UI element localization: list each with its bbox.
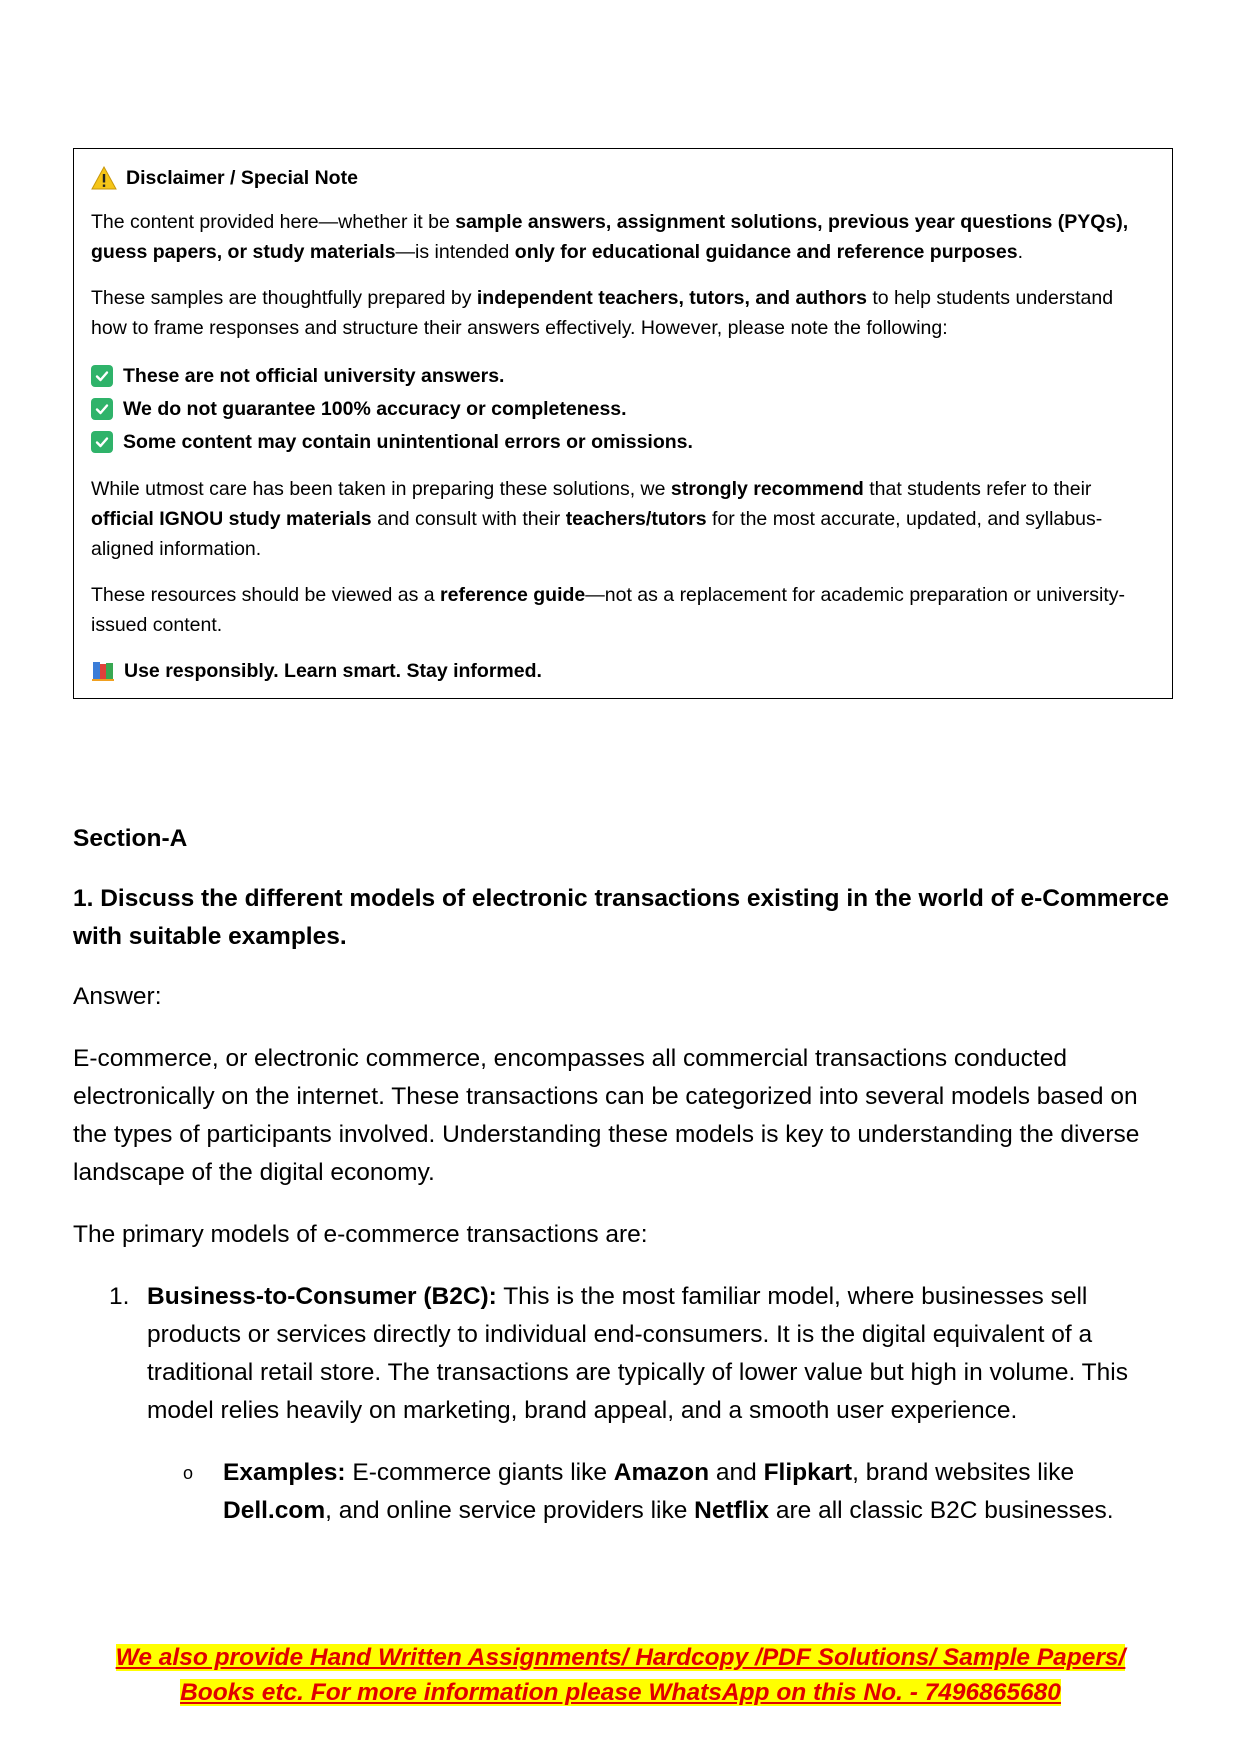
section-heading: Section-A — [73, 825, 188, 852]
books-icon — [91, 660, 115, 682]
checklist-text: These are not official university answers. — [123, 364, 505, 387]
text-run: to help students understand how to frame responses and structure their answers effectively. However, please note the following: — [91, 287, 1114, 339]
disclaimer-footer — [91, 656, 1154, 686]
disclaimer-title: Disclaimer / Special Note — [126, 167, 358, 189]
bold-run: Examples: — [223, 1459, 346, 1486]
checklist-item — [91, 359, 1154, 392]
list-number-text: 1. — [109, 1283, 130, 1310]
text-run: E-commerce giants like — [345, 1459, 614, 1486]
checklist-item — [91, 425, 1154, 458]
disclaimer-paragraph-4 — [91, 580, 1154, 640]
question-heading: 1. Discuss the different models of electronic transactions existing in the world of e-Commerce with suitable examples. — [73, 885, 1169, 950]
text-run: and consult with their — [371, 508, 566, 530]
disclaimer-heading — [91, 163, 1154, 193]
examples-bullet — [73, 1454, 1173, 1530]
disclaimer-box — [73, 148, 1173, 699]
promo-line-2: Books etc. For more information please WhatsApp on this No. - 7496865680 — [180, 1679, 1061, 1706]
bold-run: Flipkart — [763, 1459, 853, 1486]
list-item-title: Business-to-Consumer (B2C): — [147, 1283, 497, 1310]
checklist-text: Some content may contain unintentional errors or omissions. — [123, 430, 693, 453]
text-run: and — [709, 1459, 764, 1486]
check-mark-icon — [91, 431, 113, 453]
list-item-text — [147, 1278, 1173, 1430]
check-mark-icon — [91, 398, 113, 420]
text-run: , and online service providers like — [325, 1497, 695, 1524]
text-run: The content provided here—whether it be — [91, 211, 456, 233]
bold-run: only for educational guidance and reference purposes — [514, 241, 1018, 263]
text-run: —not as a replacement for academic preparation or university-issued content. — [91, 584, 1126, 636]
disclaimer-footer-text: Use responsibly. Learn smart. Stay informed. — [124, 660, 542, 682]
list-item-body: This is the most familiar model, where businesses sell products or services directly to individual end-consumers. It is the digital equivalent of a traditional retail store. The transactions are typically of lower value but high in volume. This model relies heavily on marketing, brand appeal, and a smooth user experience. — [147, 1283, 1128, 1424]
bold-run: sample answers, assignment solutions, previous year questions (PYQs), guess papers, or study materials — [91, 211, 1129, 263]
bold-run: Netflix — [694, 1497, 770, 1524]
disclaimer-checklist — [91, 359, 1154, 458]
warning-icon — [91, 166, 117, 190]
check-mark-icon — [91, 365, 113, 387]
promo-line-1: We also provide Hand Written Assignments/ Hardcopy /PDF Solutions/ Sample Papers/ — [115, 1644, 1126, 1671]
list-item — [73, 1278, 1173, 1430]
text-run: , brand websites like — [852, 1459, 1075, 1486]
checklist-item — [91, 392, 1154, 425]
list-number — [73, 1278, 147, 1430]
bold-run: reference guide — [440, 584, 586, 606]
text-run: are all classic B2C businesses. — [769, 1497, 1114, 1524]
bold-run: strongly recommend — [670, 478, 864, 500]
promo-footer — [60, 1640, 1181, 1710]
text-run: . — [1017, 241, 1024, 263]
bold-run: Amazon — [613, 1459, 710, 1486]
bold-run: Dell.com — [223, 1497, 326, 1524]
bullet-marker: o — [183, 1463, 194, 1483]
bold-run: official IGNOU study materials — [91, 508, 372, 530]
text-run: While utmost care has been taken in preparing these solutions, we — [91, 478, 671, 500]
text-run: that students refer to their — [863, 478, 1092, 500]
text-run: These samples are thoughtfully prepared by — [91, 287, 477, 309]
intro-paragraph: E-commerce, or electronic commerce, encompasses all commercial transactions conducted electronically on the internet. These transactions can be categorized into several models based on the types of participants involved. Understanding these models is key to understanding the diverse landscape of the digital economy. — [73, 1045, 1140, 1186]
disclaimer-paragraph-1 — [91, 207, 1154, 267]
examples-text — [223, 1454, 1173, 1530]
primary-models-paragraph: The primary models of e-commerce transactions are: — [73, 1221, 648, 1248]
text-run: —is intended — [395, 241, 515, 263]
answer-content — [73, 820, 1173, 1530]
checklist-text: We do not guarantee 100% accuracy or completeness. — [123, 397, 627, 420]
answer-label: Answer: — [73, 983, 162, 1010]
disclaimer-paragraph-2 — [91, 283, 1154, 343]
disclaimer-paragraph-3 — [91, 474, 1154, 564]
models-list — [73, 1278, 1173, 1430]
text-run: These resources should be viewed as a — [91, 584, 441, 606]
text-run: for the most accurate, updated, and syllabus-aligned information. — [91, 508, 1103, 560]
bold-run: teachers/tutors — [565, 508, 707, 530]
bold-run: independent teachers, tutors, and authors — [476, 287, 867, 309]
